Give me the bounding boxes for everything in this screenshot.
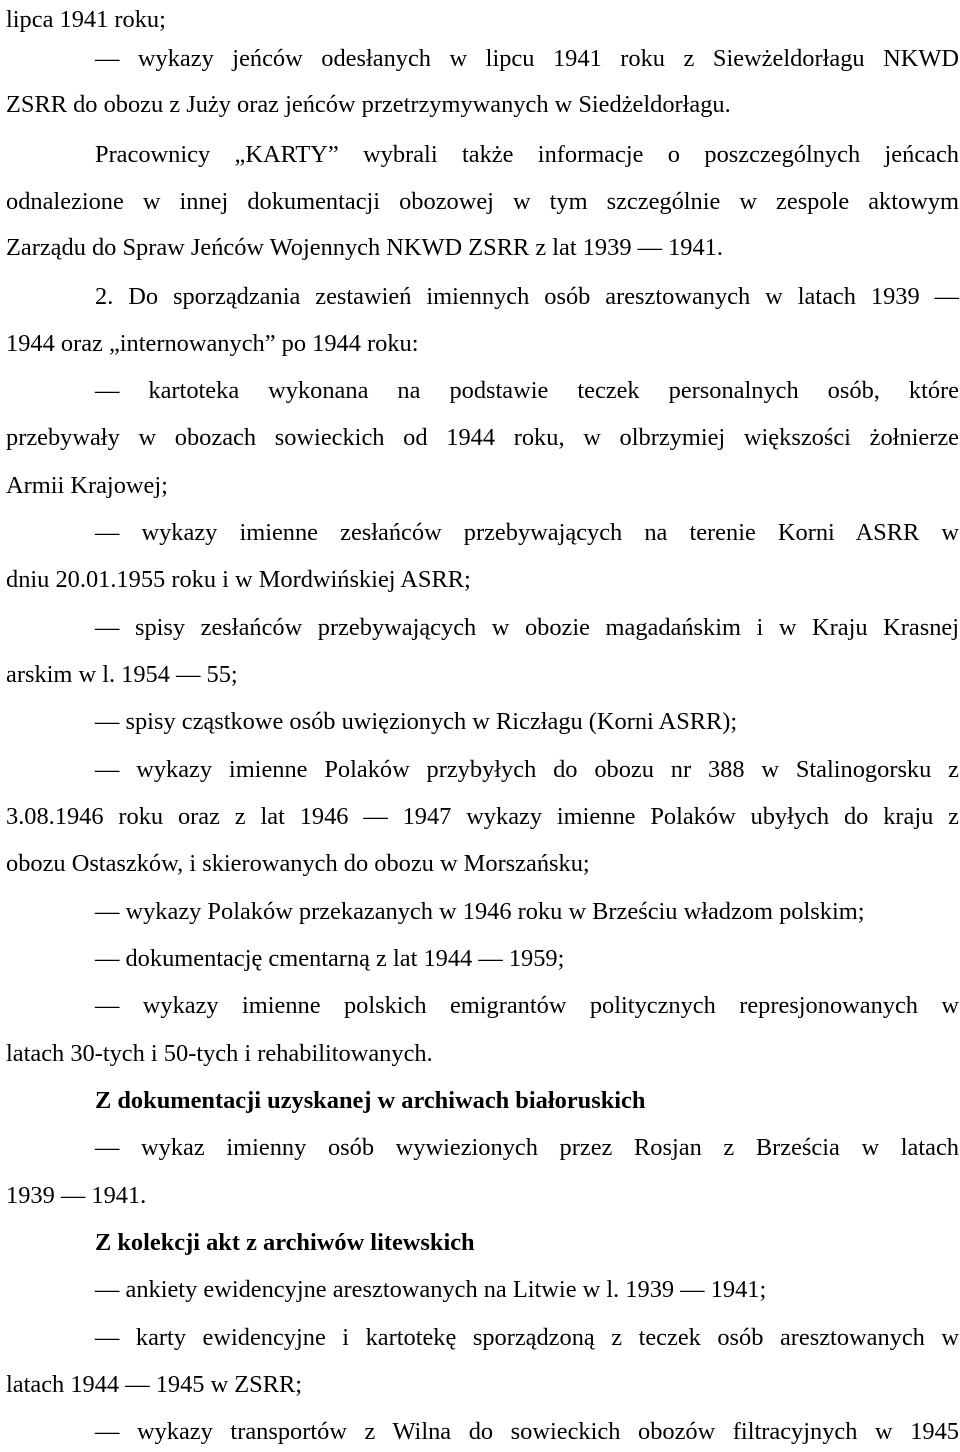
list-item: — spisy zesłańców przebywających w obozie magadańskim i w Kraju Krasnej [95,614,959,641]
text-line: odnalezione w innej dokumentacji obozowej w tym szczególnie w zespole aktowym [6,188,959,215]
list-item: — spisy cząstkowe osób uwięzionych w Riczłagu (Korni ASRR); [95,708,738,735]
list-item: — wykaz imienny osób wywiezionych przez Rosjan z Brześcia w latach [95,1134,959,1161]
paragraph-line: Pracownicy „KARTY” wybrali także informacje o poszczególnych jeńcach [95,141,959,168]
text-line: latach 1944 — 1945 w ZSRR; [6,1371,303,1398]
list-item: — wykazy Polaków przekazanych w 1946 roku w Brześciu władzom polskim; [95,898,865,925]
list-item: — kartoteka wykonana na podstawie teczek personalnych osób, które [95,377,959,404]
text-line: 3.08.1946 roku oraz z lat 1946 — 1947 wykazy imienne Polaków ubyłych do kraju z [6,803,959,830]
list-item: — wykazy imienne zesłańców przebywających na terenie Korni ASRR w [95,519,959,546]
paragraph-line: 2. Do sporządzania zestawień imiennych osób aresztowanych w latach 1939 — [95,283,959,310]
list-item: — karty ewidencyjne i kartotekę sporządzoną z teczek osób aresztowanych w [95,1324,959,1351]
text-line: Armii Krajowej; [6,472,168,499]
section-heading: Z dokumentacji uzyskanej w archiwach białoruskich [95,1087,646,1114]
text-line: 1944 oraz „internowanych” po 1944 roku: [6,330,419,357]
list-item: — wykazy jeńców odesłanych w lipcu 1941 roku z Siewżeldorłagu NKWD [95,45,959,72]
text-line: Zarządu do Spraw Jeńców Wojennych NKWD ZSRR z lat 1939 — 1941. [6,234,723,261]
text-line: dniu 20.01.1955 roku i w Mordwińskiej ASRR; [6,566,471,593]
list-item: — dokumentację cmentarną z lat 1944 — 1959; [95,945,565,972]
text-line: arskim w l. 1954 — 55; [6,661,238,688]
text-line: latach 30-tych i 50-tych i rehabilitowanych. [6,1040,433,1067]
section-heading: Z kolekcji akt z archiwów litewskich [95,1229,475,1256]
list-item: — wykazy transportów z Wilna do sowieckich obozów filtracyjnych w 1945 [95,1418,959,1445]
list-item: — wykazy imienne Polaków przybyłych do obozu nr 388 w Stalinogorsku z [95,756,959,783]
text-line: 1939 — 1941. [6,1182,147,1209]
text-line: przebywały w obozach sowieckich od 1944 roku, w olbrzymiej większości żołnierze [6,424,959,451]
text-line: obozu Ostaszków, i skierowanych do obozu w Morszańsku; [6,850,590,877]
list-item: — wykazy imienne polskich emigrantów politycznych represjonowanych w [95,992,959,1019]
text-line: lipca 1941 roku; [6,6,166,33]
text-line: ZSRR do obozu z Juży oraz jeńców przetrzymywanych w Siedżeldorłagu. [6,91,731,118]
list-item: — ankiety ewidencyjne aresztowanych na Litwie w l. 1939 — 1941; [95,1276,767,1303]
